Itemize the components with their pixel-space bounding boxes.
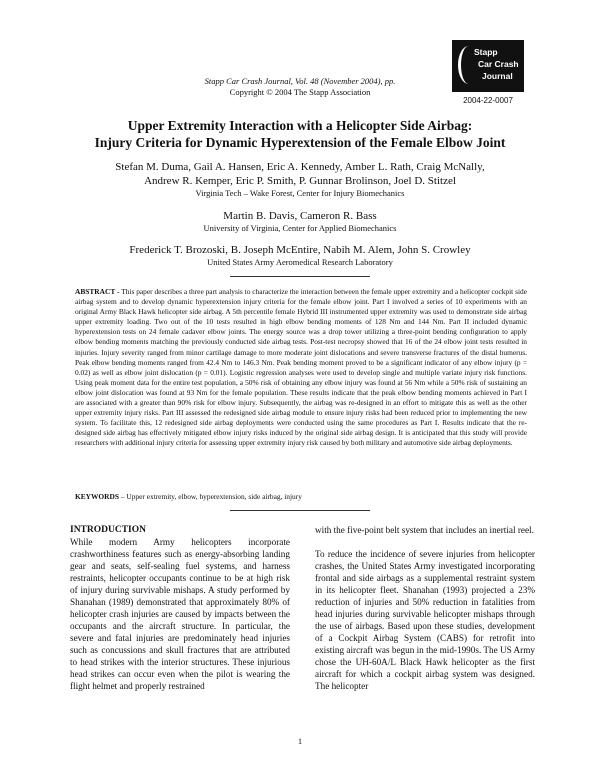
- paper-title: [40, 117, 560, 151]
- affiliation-3: United States Army Aeromedical Research Laboratory: [207, 257, 393, 267]
- author-group-2: Martin B. Davis, Cameron R. Bass: [223, 210, 377, 222]
- keywords-label: KEYWORDS: [75, 492, 119, 501]
- separator-rule-bottom: [230, 510, 370, 511]
- keywords-text: – Upper extremity, elbow, hyperextension, side airbag, injury: [120, 492, 302, 501]
- authors-line-1: Stefan M. Duma, Gail A. Hansen, Eric A. Kennedy, Amber L. Rath, Craig McNally,: [115, 161, 485, 173]
- page-number: 1: [297, 736, 303, 746]
- journal-line-2: Copyright © 2004 The Stapp Association: [229, 87, 371, 97]
- author-group-1: [40, 160, 560, 188]
- separator-rule-top: [230, 276, 370, 277]
- keywords: [75, 492, 527, 501]
- abstract-text: This paper describes a three part analysis to characterize the interaction between the female upper extremity and a helicopter cockpit side airbag system and to develop dynamic hyperextension injury criteria for the female elbow joint. Part I involved a series of 10 experiments with an original Army Black Hawk helicopter side airbag. A 5th percentile female Hybrid III instrumented upper extremity was used to demonstrate side airbag upper extremity loading. Two out of the 10 tests resulted in high elbow bending moments of 128 Nm and 144 Nm. Part II included dynamic hyperextension tests on 24 female cadaver elbow joints. The energy source was a drop tower utilizing a three-point bending configuration to apply elbow bending moments matching the previously conducted side airbag tests. Post-test necropsy showed that 16 of the 24 elbow joint tests resulted in injuries. Injury severity ranged from minor cartilage damage to more moderate joint dislocations and severe transverse fractures of the distal humerus. Peak elbow bending moments ranged from 42.4 Nm to 146.3 Nm. Peak bending moment proved to be a significant indicator of any elbow injury (p = 0.02) as well as elbow joint dislocation (p = 0.01). Logistic regression analyses were used to develop single and multiple variate injury risk functions. Using peak moment data for the entire test population, a 50% risk of obtaining any elbow injury was found at 56 Nm while a 50% risk of sustaining an elbow joint dislocation was found at 93 Nm for the female population. These results indicate that the peak elbow bending moments achieved in Part I are associated with a greater than 90% risk for elbow injury. Subsequently, the airbag was re-designed in an effort to mitigate this as well as the other upper extremity injury risks. Part III assessed the redesigned side airbag module to ensure injury risks had been reduced prior to implementing the new system. To facilitate this, 12 redesigned side airbag deployments were conducted using the same procedures as Part I. Results indicate that the re-designed side airbag has effectively mitigated elbow injury risks induced by the original side airbag design. It is anticipated that this study will provide researchers with additional injury criteria for assessing upper extremity injury risk caused by both military and automotive side airbag deployments.: [75, 287, 527, 448]
- intro-paragraph-2: with the five-point belt system that includes an inertial reel.: [315, 525, 534, 535]
- journal-citation: [0, 76, 600, 98]
- title-line-2: Injury Criteria for Dynamic Hyperextension of the Female Elbow Joint: [94, 135, 506, 150]
- logo-text-line3: Journal: [482, 71, 513, 81]
- paper-number: 2004-22-0007: [463, 96, 513, 105]
- authors-line-2: Andrew R. Kemper, Eric P. Smith, P. Gunnar Brolinson, Joel D. Stitzel: [144, 175, 456, 187]
- body-right-column: [315, 524, 535, 692]
- affiliation-1: Virginia Tech – Wake Forest, Center for Injury Biomechanics: [195, 188, 405, 198]
- affiliation-2: University of Virginia, Center for Applied Biomechanics: [203, 223, 397, 233]
- abstract-label: ABSTRACT -: [75, 287, 120, 296]
- intro-paragraph-3: To reduce the incidence of severe injuries from helicopter crashes, the United States Army investigated incorporating frontal and side airbags as a supplemental restraint system in its helicopter fleet. Shanahan (1993) projected a 23% reduction of injuries and 50% reduction in fatalities from head injuries during survivable helicopter mishaps through the use of airbags. Based upon these studies, development of a Cockpit Airbag System (CABS) for retrofit into existing aircraft was begun in the mid-1990s. The US Army chose the UH-60A/L Black Hawk helicopter as the first aircraft for which a cockpit airbag system was designed. The helicopter: [315, 549, 535, 691]
- introduction-heading: INTRODUCTION: [70, 525, 147, 535]
- logo-text-line1: Stapp: [474, 47, 498, 57]
- author-group-3: Frederick T. Brozoski, B. Joseph McEntire, Nabih M. Alem, John S. Crowley: [129, 244, 471, 256]
- title-line-1: Upper Extremity Interaction with a Helicopter Side Airbag:: [127, 118, 473, 133]
- journal-line-1: Stapp Car Crash Journal, Vol. 48 (November 2004), pp.: [204, 76, 396, 86]
- intro-paragraph-1: While modern Army helicopters incorporate crashworthiness features such as energy-absorbing landing gear and seats, self-sealing fuel systems, and harness restraints, helicopter occupants continue to be at high risk of injury during survivable mishaps. A study performed by Shanahan (1989) demonstrated that approximately 80% of helicopter crash injuries are caused by impacts between the occupants and the aircraft structure. In particular, the severe and fatal injuries are predominately head injuries such as concussions and skull fractures that are attributed to head strikes with the interior structures. These injurious head strikes can occur even when the pilot is wearing the flight helmet and properly restrained: [70, 537, 290, 691]
- body-left-column: [70, 524, 290, 692]
- logo-text-line2: Car Crash: [478, 59, 519, 69]
- abstract: [75, 287, 527, 449]
